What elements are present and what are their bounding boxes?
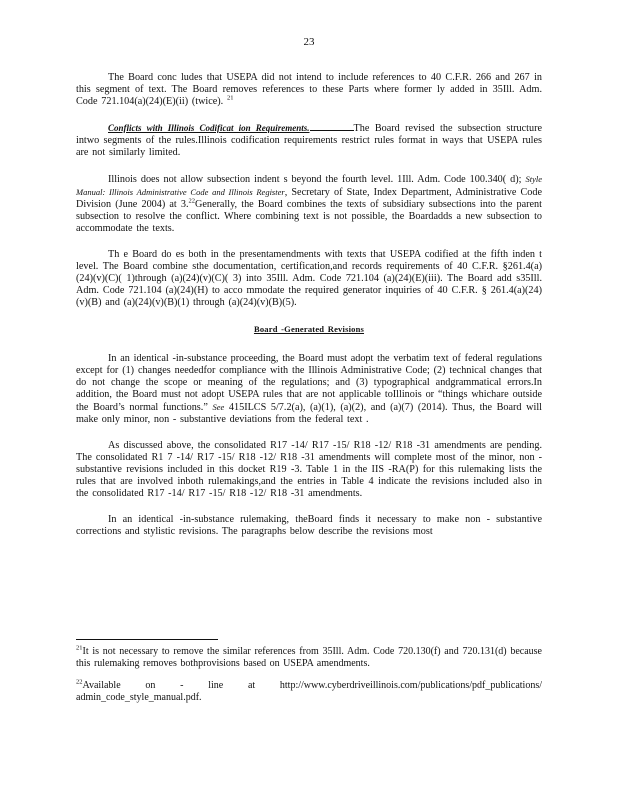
paragraph-text: In an identical -in-substance proceeding, the Board must adopt the verbatim text of federal regulations except for (1) changes neededfor compliance with the Illinois Administrative Code; (2) technical changes that do not change the scope or meaning of the regulations; and (3) typographical andgrammatical errors.In addition, the Board must not adopt USEPA rules that are not applicable toIllinois or “things whichare outside the Board’s normal functions.” (76, 353, 542, 413)
footnote-number: 21 (76, 644, 83, 652)
paragraph-fifth-indent: Th e Board do es both in the presentamendments with texts that USEPA codified at the fifth inden t level. The Board combine sthe documentation, certification,and records requirements of 40 C.F.R. §261.4(a)(24)(v)(C)( 1)through (a)(24)(v)(C)( 3) into 35Ill. Adm. Code 721.104 (a)(24)(E)(iii). The Board add s35Ill. Adm. Code 721.104 (a)(24)(H) to acco mmodate the required generator inquiries of 40 C.F.R. § 261.4(a)(24)(v)(B) and (a)(24)(v)(B)(1) through (a)(24)(v)(B)(5). (76, 249, 542, 308)
paragraph-conflicts (76, 122, 542, 159)
see-signal: See (212, 402, 225, 412)
footnote-text: It is not necessary to remove the similar references from 35Ill. Adm. Code 720.130(f) and 720.131(d) because this rulemaking removes bothprovisions based on USEPA amendments. (76, 646, 542, 669)
footnote-21 (76, 646, 542, 670)
paragraph-text: Illinois does not allow subsection indent s beyond the fourth level. 1Ill. Adm. Code 100.340( d); (108, 174, 522, 185)
footnote-text: Available on - line at http://www.cyberdriveillinois.com/publications/pdf_publications/ admin_code_style_manual.pdf. (76, 680, 542, 703)
paragraph-corrections: In an identical -in-substance rulemaking, theBoard finds it necessary to make non - substantive corrections and stylistic revisions. The paragraphs below describe the revisions most (76, 514, 542, 537)
paragraph-text: Generally, the Board combines the texts of subsidiary subsections into the parent subsection to resolve the conflict. Where combining text is not possible, the Boardadds a new subsection to accommodate the texts. (76, 199, 542, 234)
document-body (76, 72, 542, 552)
footnote-ref-21[interactable]: 21 (226, 94, 234, 102)
paragraph-identical-substance (76, 353, 542, 426)
paragraph-text: The Board revised the subsection structure intwo segments of the rules.Illinois codification requirements restrict rules format in ways that USEPA rules are not similarly limited. (76, 123, 543, 158)
footnote-number: 22 (76, 678, 83, 686)
footnote-ref-22[interactable]: 22 (188, 197, 196, 205)
inline-heading-conflicts: Conflicts with Illinois Codificat ion Requirements. (108, 123, 310, 133)
page-number: 23 (303, 36, 315, 48)
paragraph-consolidated: As discussed above, the consolidated R17 -14/ R17 -15/ R18 -12/ R18 -31 amendments are pending. The consolidated R1 7 -14/ R17 -15/ R18 -12/ R18 -31 amendments will complete most of the minor, non -substantive revisions included in this docket R19 -3. Table 1 in the IIS -RA(P) for this rulemaking lists the rules that are involved inboth rulemakings,and the entries in Table 4 indicate the revisions included also in the consolidated R17 -14/ R17 -15/ R18 -12/ R18 -31 amendments. (76, 440, 542, 499)
style-manual-title: Style Manual: Illinois Administrative Code and Illinois Register (76, 174, 543, 197)
footnote-divider (76, 639, 218, 640)
paragraph-text: , Secretary of State, Index Department, Administrative Code Division (June 2004) at 3. (76, 187, 542, 210)
footnote-22 (76, 680, 542, 704)
footnotes (76, 646, 542, 714)
paragraph-subsection-indent (76, 173, 542, 235)
paragraph-text: The Board conc ludes that USEPA did not intend to include references to 40 C.F.R. 266 and 267 in this segment of text. The Board removes references to these Parts where former ly added in 35Ill. Adm. Code 721.104(a)(24)(E)(ii) (twice). (76, 72, 542, 107)
heading-underline (310, 122, 354, 131)
paragraph-text: 415ILCS 5/7.2(a), (a)(1), (a)(2), and (a)(7) (2014). Thus, the Board will make only minor, non - substantive deviations from the federal text . (76, 402, 542, 425)
paragraph-conclusion (76, 72, 542, 108)
subheading-board-generated: Board -Generated Revisions (253, 324, 365, 334)
